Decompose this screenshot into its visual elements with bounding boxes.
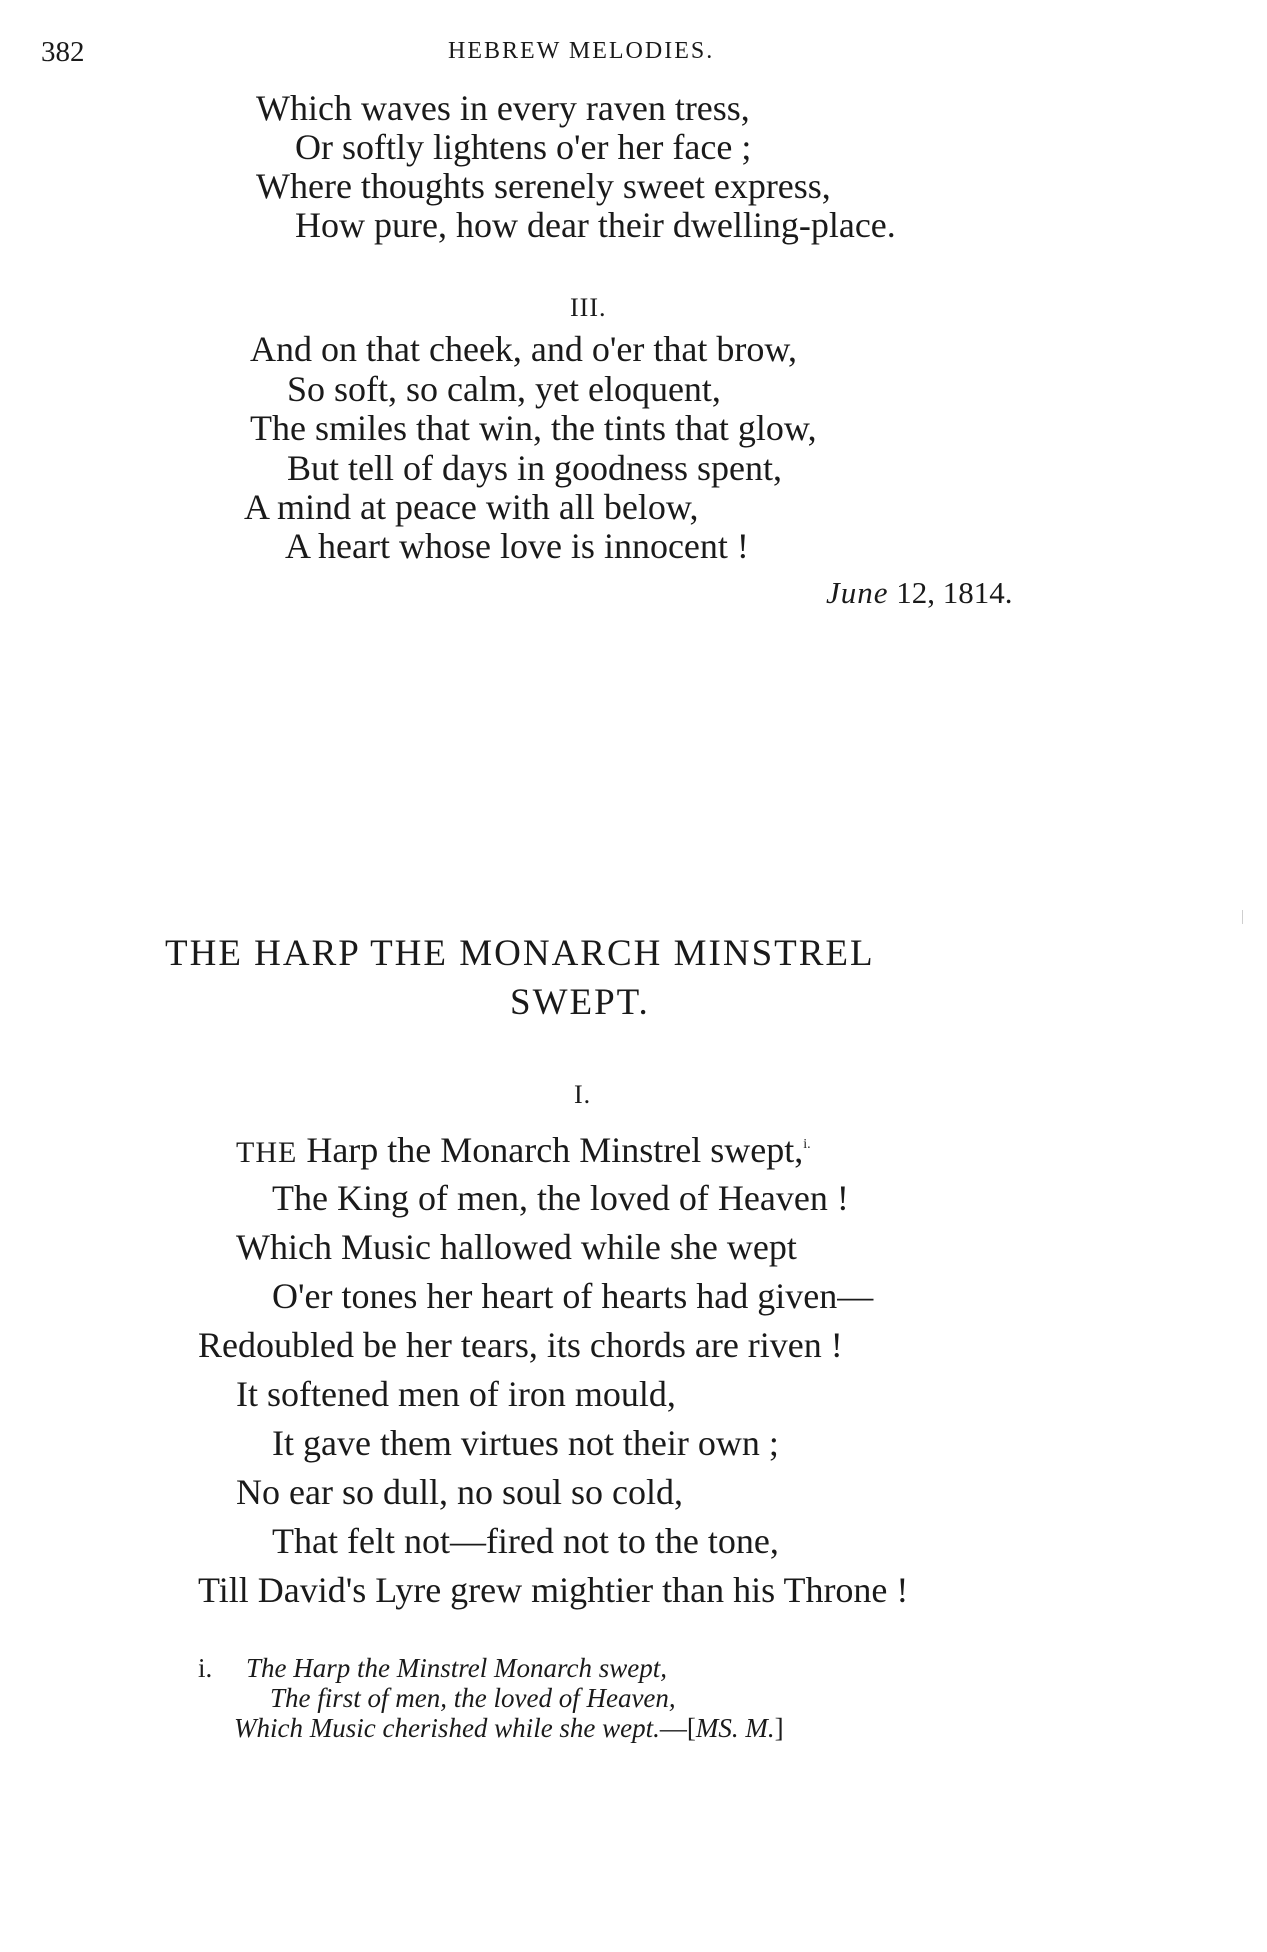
verse-line: And on that cheek, and o'er that brow, (250, 329, 797, 369)
verse-line: Where thoughts serenely sweet express, (256, 166, 831, 206)
verse-line: A heart whose love is innocent ! (285, 526, 749, 566)
page-number: 382 (41, 36, 85, 68)
poem-title-line2: SWEPT. (510, 982, 650, 1023)
footnote-marker: i. (198, 1653, 213, 1683)
verse-line: It gave them virtues not their own ; (272, 1423, 779, 1463)
footnote-line: The Harp the Minstrel Monarch swept, (246, 1653, 667, 1683)
verse-line: So soft, so calm, yet eloquent, (287, 369, 721, 409)
verse-line: Which Music hallowed while she wept (236, 1227, 797, 1267)
verse-line: But tell of days in goodness spent, (287, 448, 782, 488)
verse-line: O'er tones her heart of hearts had given— (272, 1276, 874, 1316)
footnote-variant-text: Which Music cherished while she wept. (234, 1713, 660, 1743)
footnote-dash: —[ (659, 1713, 696, 1743)
verse-line: A mind at peace with all below, (244, 487, 699, 527)
poem-date (826, 575, 1013, 611)
smallcaps-opening: THE (236, 1136, 298, 1169)
footnote-line: The first of men, the loved of Heaven, (270, 1683, 676, 1713)
footnote-line (234, 1713, 784, 1744)
stanza-numeral: I. (574, 1080, 592, 1109)
date-day-year: 12, 1814. (888, 575, 1013, 610)
verse-line: It softened men of iron mould, (236, 1374, 676, 1414)
footnote-bracket: ] (774, 1713, 784, 1743)
verse-line: Redoubled be her tears, its chords are riven ! (198, 1325, 843, 1365)
verse-line: The King of men, the loved of Heaven ! (272, 1178, 849, 1218)
footnote-reference: i. (803, 1137, 811, 1152)
verse-line: Till David's Lyre grew mightier than his Throne ! (198, 1570, 909, 1610)
first-line-text: Harp the Monarch Minstrel swept, (297, 1130, 804, 1170)
running-title: HEBREW MELODIES. (448, 38, 715, 64)
date-month: June (826, 575, 889, 610)
verse-line: Or softly lightens o'er her face ; (295, 127, 752, 167)
stanza-numeral: III. (570, 293, 607, 322)
verse-line: Which waves in every raven tress, (256, 88, 750, 128)
verse-line: The smiles that win, the tints that glow, (250, 408, 817, 448)
footnote-source: MS. M. (695, 1713, 775, 1743)
verse-line (236, 1132, 811, 1168)
poem-title-line1: THE HARP THE MONARCH MINSTREL (165, 933, 875, 974)
verse-line: How pure, how dear their dwelling-place. (295, 205, 896, 245)
verse-line: No ear so dull, no soul so cold, (236, 1472, 683, 1512)
scan-edge-mark (1242, 910, 1243, 924)
verse-line: That felt not—fired not to the tone, (272, 1521, 779, 1561)
